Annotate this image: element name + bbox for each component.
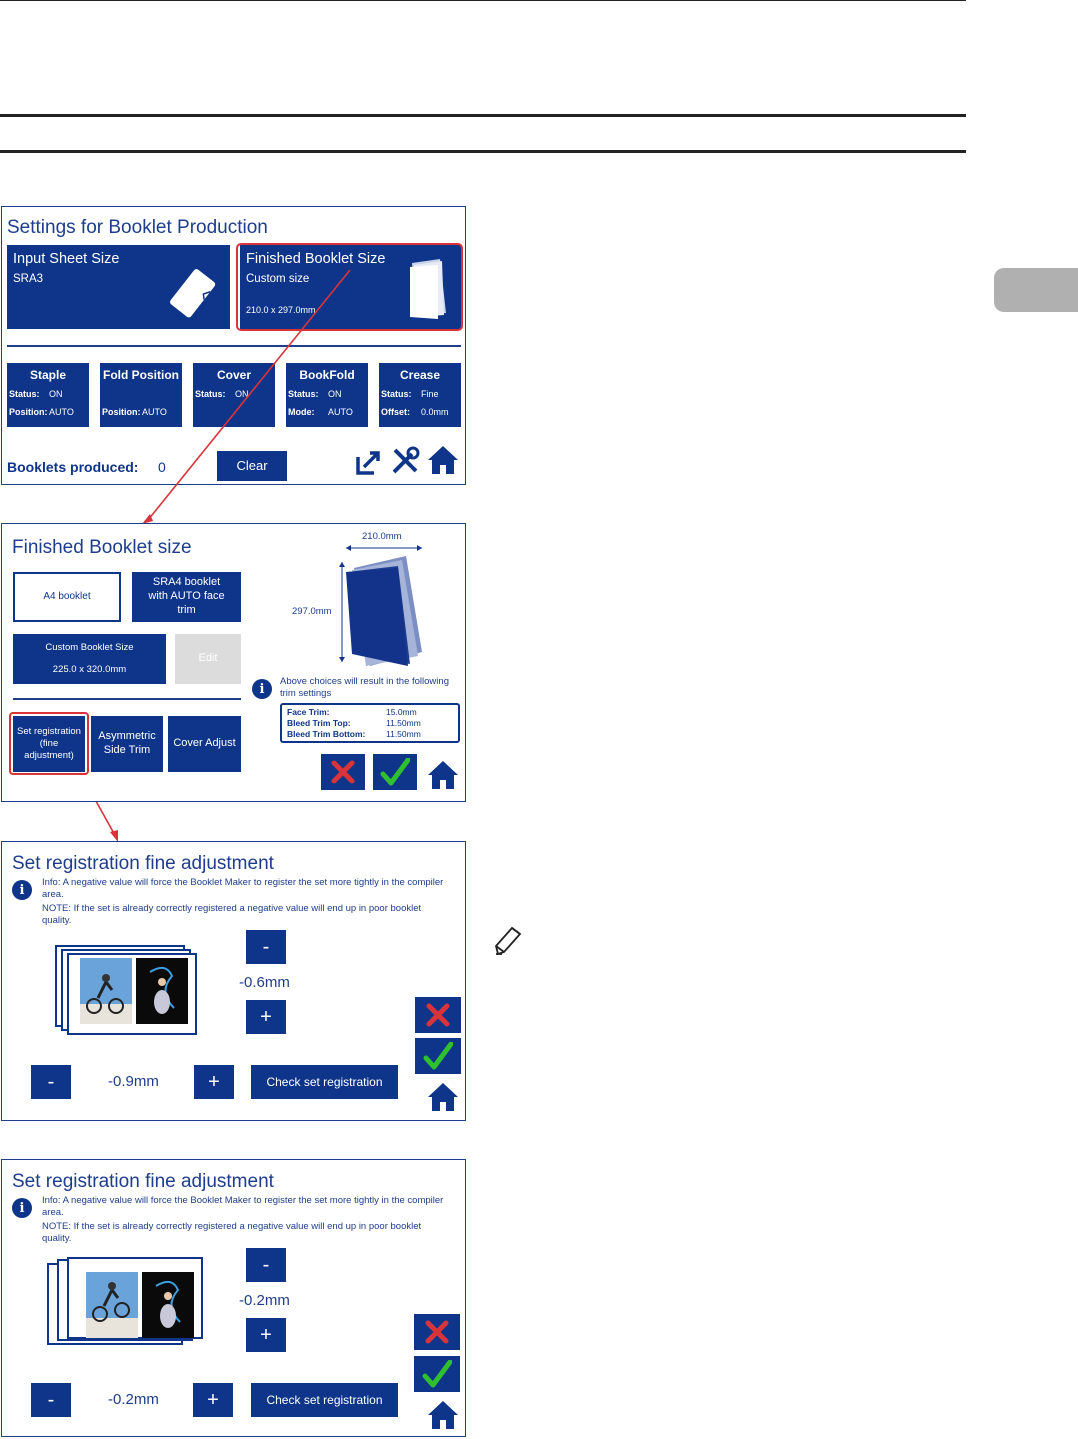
bookfold-label: BookFold (299, 368, 355, 382)
cover-label: Cover (216, 368, 251, 382)
home-icon[interactable] (426, 1080, 460, 1114)
check-set-registration-button[interactable]: Check set registration (251, 1065, 398, 1099)
set-registration-screen-1 (1, 841, 466, 1121)
confirm-button[interactable] (415, 1038, 461, 1074)
crease-status-key: Status: (381, 389, 412, 399)
set-registration-button[interactable]: Set registration (fine adjustment) (13, 716, 85, 772)
a4-booklet-button[interactable]: A4 booklet (13, 572, 121, 622)
sra4-booklet-button[interactable]: SRA4 booklet with AUTO face trim (132, 572, 241, 622)
trim-row-value: 11.50mm (386, 729, 421, 739)
crease-offset-key: Offset: (381, 407, 410, 417)
booklet-photo-stack (54, 942, 204, 1037)
booklets-produced-label: Booklets produced: (7, 459, 139, 475)
fold-position-key: Position: (102, 407, 141, 417)
bookfold-status-key: Status: (288, 389, 319, 399)
info-text: Info: A negative value will force the Booklet Maker to register the set more tightly in the compiler area. (42, 877, 444, 900)
cancel-button[interactable] (414, 1314, 460, 1350)
input-sheet-size-label: Input Sheet Size (13, 251, 120, 267)
bookfold-mode-val: AUTO (328, 407, 353, 417)
page-title: Finished Booklet size (12, 537, 192, 558)
asymmetric-side-trim-button[interactable]: Asymmetric Side Trim (91, 716, 163, 772)
crease-offset-val: 0.0mm (421, 407, 449, 417)
trim-row-value: 11.50mm (386, 718, 421, 728)
page-title: Settings for Booklet Production (7, 217, 268, 238)
trim-settings-box (280, 703, 460, 743)
staple-label: Staple (29, 368, 66, 382)
trim-row-value: 15.0mm (386, 707, 417, 717)
input-sheet-size-value: SRA3 (13, 273, 44, 285)
custom-booklet-size-button[interactable] (13, 634, 166, 684)
finished-booklet-size-screen (1, 523, 466, 802)
width-label: 210.0mm (362, 531, 402, 542)
vertical-value: -0.2mm (239, 1292, 290, 1309)
close-icon (425, 1002, 451, 1028)
note-text: NOTE: If the set is already correctly registered a negative value will end up in poor booklet quality. (42, 903, 422, 926)
confirm-button[interactable] (414, 1356, 460, 1392)
cover-status-key: Status: (195, 389, 226, 399)
info-icon: i (12, 880, 32, 900)
crease-status-val: Fine (421, 389, 439, 399)
home-icon[interactable] (426, 758, 460, 792)
highlight-set-registration (9, 712, 89, 775)
divider (13, 698, 241, 700)
horizontal-plus-button[interactable]: + (193, 1383, 233, 1417)
set-registration-screen-2 (1, 1159, 466, 1437)
horizontal-minus-button[interactable]: - (31, 1065, 71, 1099)
staple-position-val: AUTO (49, 407, 74, 417)
bookfold-mode-key: Mode: (288, 407, 315, 417)
cover-status-val: ON (235, 389, 249, 399)
cancel-button[interactable] (321, 754, 365, 790)
vertical-minus-button[interactable]: - (246, 930, 286, 964)
cancel-button[interactable] (415, 997, 461, 1033)
horizontal-value: -0.2mm (108, 1391, 159, 1408)
info-text: Info: A negative value will force the Booklet Maker to register the set more tightly in the compiler area. (42, 1195, 444, 1218)
edit-button[interactable]: Edit (175, 634, 241, 684)
info-icon: i (12, 1198, 32, 1218)
confirm-button[interactable] (373, 754, 417, 790)
close-icon (424, 1319, 450, 1345)
horizontal-minus-button[interactable]: - (31, 1383, 71, 1417)
booklets-produced-count: 0 (158, 459, 166, 475)
fold-position-val: AUTO (142, 407, 167, 417)
booklet-illustration (332, 542, 432, 672)
finished-booklet-dims: 210.0 x 297.0mm (246, 305, 316, 315)
trim-info-text: Above choices will result in the following trim settings (280, 676, 449, 699)
horizontal-value: -0.9mm (108, 1073, 159, 1090)
finished-booklet-size-value: Custom size (246, 273, 310, 285)
finished-booklet-size-label: Finished Booklet Size (246, 251, 386, 267)
custom-booklet-size-label: Custom Booklet Size (45, 642, 134, 654)
page-title: Set registration fine adjustment (12, 1171, 274, 1192)
page-title: Set registration fine adjustment (12, 853, 274, 874)
bleed-top-name: Bleed Trim Top: (287, 718, 351, 728)
vertical-value: -0.6mm (239, 974, 290, 991)
trim-row (287, 718, 351, 728)
check-icon (380, 758, 410, 786)
bleed-bottom-name: Bleed Trim Bottom: (287, 729, 366, 739)
vertical-plus-button[interactable]: + (246, 1318, 286, 1352)
vertical-plus-button[interactable]: + (246, 1000, 286, 1034)
check-set-registration-button[interactable]: Check set registration (251, 1383, 398, 1417)
cover-adjust-button[interactable]: Cover Adjust (168, 716, 241, 772)
clear-button[interactable]: Clear (217, 451, 287, 481)
bookfold-status-val: ON (328, 389, 342, 399)
check-icon (423, 1042, 453, 1070)
staple-status-val: ON (49, 389, 63, 399)
custom-booklet-size-dims: 225.0 x 320.0mm (52, 664, 127, 675)
info-icon: i (252, 679, 272, 699)
staple-status-key: Status: (9, 389, 40, 399)
face-trim-name: Face Trim: (287, 707, 330, 717)
note-pencil-icon (492, 924, 522, 958)
close-icon (330, 759, 356, 785)
booklet-photo-stack (46, 1256, 211, 1348)
staple-position-key: Position: (9, 407, 48, 417)
trim-row (287, 707, 330, 717)
crease-label: Crease (399, 368, 441, 382)
check-icon (422, 1360, 452, 1388)
trim-row (287, 729, 365, 739)
note-text: NOTE: If the set is already correctly registered a negative value will end up in poor booklet quality. (42, 1221, 422, 1244)
fold-position-label: Fold Position (103, 368, 179, 382)
horizontal-plus-button[interactable]: + (194, 1065, 234, 1099)
chapter-tab (994, 268, 1078, 312)
vertical-minus-button[interactable]: - (246, 1248, 286, 1282)
home-icon[interactable] (426, 1398, 460, 1432)
height-label: 297.0mm (292, 606, 332, 617)
